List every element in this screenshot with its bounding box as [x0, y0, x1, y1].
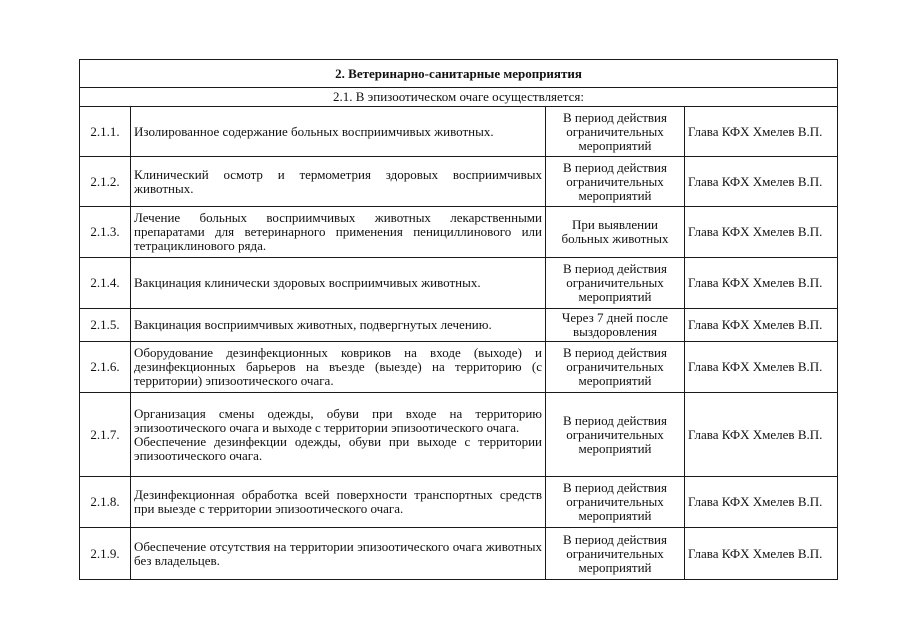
item-number: 2.1.2. — [80, 157, 131, 207]
table-row — [80, 258, 838, 309]
execution-period — [546, 157, 685, 207]
period-line: ограничительных — [566, 545, 664, 561]
measure-description — [131, 309, 546, 342]
responsible-person: Глава КФХ Хмелев В.П. — [685, 342, 838, 393]
measure-description — [131, 157, 546, 207]
measure-description — [131, 258, 546, 309]
period-line: Через 7 дней после — [561, 310, 669, 325]
item-number: 2.1.4. — [80, 258, 131, 309]
execution-period — [546, 477, 685, 528]
table-row — [80, 477, 838, 528]
period-line: ограничительных — [566, 359, 664, 374]
measure-paragraph: Обеспечение отсутствия на территории эпизоотического очага животных без владельцев. — [134, 538, 542, 568]
execution-period — [546, 342, 685, 393]
period-line: выздоровления — [572, 324, 657, 339]
measure-description — [131, 342, 546, 393]
responsible-person: Глава КФХ Хмелев В.П. — [685, 258, 838, 309]
period-line: В период действия — [563, 159, 667, 175]
period-line: мероприятий — [578, 289, 652, 304]
table-row — [80, 342, 838, 393]
measure-paragraph: Вакцинация клинически здоровых восприимчивых животных. — [134, 275, 481, 290]
period-line: мероприятий — [578, 187, 652, 203]
table-row — [80, 157, 838, 207]
period-line: ограничительных — [566, 123, 664, 139]
subsection-title-row — [80, 88, 838, 107]
responsible-person: Глава КФХ Хмелев В.П. — [685, 393, 838, 477]
measure-paragraph: Изолированное содержание больных восприимчивых животных. — [134, 123, 494, 139]
item-number: 2.1.8. — [80, 477, 131, 528]
item-number: 2.1.3. — [80, 207, 131, 258]
veterinary-measures-table — [79, 59, 838, 580]
measure-paragraph: Дезинфекционная обработка всей поверхности транспортных средств при выезде с территории эпизоотического очага. — [134, 487, 542, 516]
measure-paragraph: Лечение больных восприимчивых животных лекарственными препаратами для ветеринарного применения пенициллинового или тетрациклинового ряда. — [134, 210, 542, 253]
period-line: мероприятий — [578, 440, 652, 456]
execution-period — [546, 309, 685, 342]
period-line: мероприятий — [578, 559, 652, 575]
period-line: В период действия — [563, 109, 667, 125]
period-line: В период действия — [563, 261, 667, 276]
period-line: мероприятий — [578, 137, 652, 153]
responsible-person: Глава КФХ Хмелев В.П. — [685, 107, 838, 157]
period-line: В период действия — [563, 412, 667, 428]
measure-paragraph: Оборудование дезинфекционных ковриков на входе (выходе) и дезинфекционных барьеров на въезде (выезде) на территорию (с территории) эпизоотического очага. — [134, 345, 542, 388]
period-line: ограничительных — [566, 426, 664, 442]
item-number: 2.1.1. — [80, 107, 131, 157]
measure-description — [131, 207, 546, 258]
period-line: В период действия — [563, 480, 667, 495]
subsection-title: 2.1. В эпизоотическом очаге осуществляется: — [80, 88, 838, 107]
period-line: ограничительных — [566, 275, 664, 290]
table-row — [80, 207, 838, 258]
item-number: 2.1.6. — [80, 342, 131, 393]
period-line: мероприятий — [578, 508, 652, 523]
measure-description — [131, 107, 546, 157]
responsible-person: Глава КФХ Хмелев В.П. — [685, 528, 838, 580]
item-number: 2.1.7. — [80, 393, 131, 477]
measure-paragraph: Вакцинация восприимчивых животных, подвергнутых лечению. — [134, 317, 492, 332]
period-line: ограничительных — [566, 173, 664, 189]
item-number: 2.1.9. — [80, 528, 131, 580]
measure-paragraph: Клинический осмотр и термометрия здоровых восприимчивых животных. — [134, 166, 542, 196]
table-row — [80, 528, 838, 580]
execution-period — [546, 393, 685, 477]
measure-description — [131, 528, 546, 580]
item-number: 2.1.5. — [80, 309, 131, 342]
execution-period — [546, 528, 685, 580]
measure-paragraph: Обеспечение дезинфекции одежды, обуви при выходе с территории эпизоотического очага. — [134, 433, 542, 463]
table-row — [80, 107, 838, 157]
responsible-person: Глава КФХ Хмелев В.П. — [685, 157, 838, 207]
responsible-person: Глава КФХ Хмелев В.П. — [685, 477, 838, 528]
period-line: ограничительных — [566, 494, 664, 509]
measure-paragraph: Организация смены одежды, обуви при входе на территорию эпизоотического очага и выходе с территории эпизоотического очага. — [134, 405, 542, 435]
period-line: При выявлении — [571, 217, 659, 232]
section-title: 2. Ветеринарно-санитарные мероприятия — [80, 60, 838, 88]
period-line: мероприятий — [578, 373, 652, 388]
execution-period — [546, 107, 685, 157]
period-line: В период действия — [563, 345, 667, 360]
period-line: больных животных — [561, 231, 669, 246]
execution-period — [546, 207, 685, 258]
section-title-row — [80, 60, 838, 88]
measure-description — [131, 477, 546, 528]
table-row — [80, 393, 838, 477]
responsible-person: Глава КФХ Хмелев В.П. — [685, 309, 838, 342]
measure-description — [131, 393, 546, 477]
table-row — [80, 309, 838, 342]
period-line: В период действия — [563, 531, 667, 547]
execution-period — [546, 258, 685, 309]
responsible-person: Глава КФХ Хмелев В.П. — [685, 207, 838, 258]
